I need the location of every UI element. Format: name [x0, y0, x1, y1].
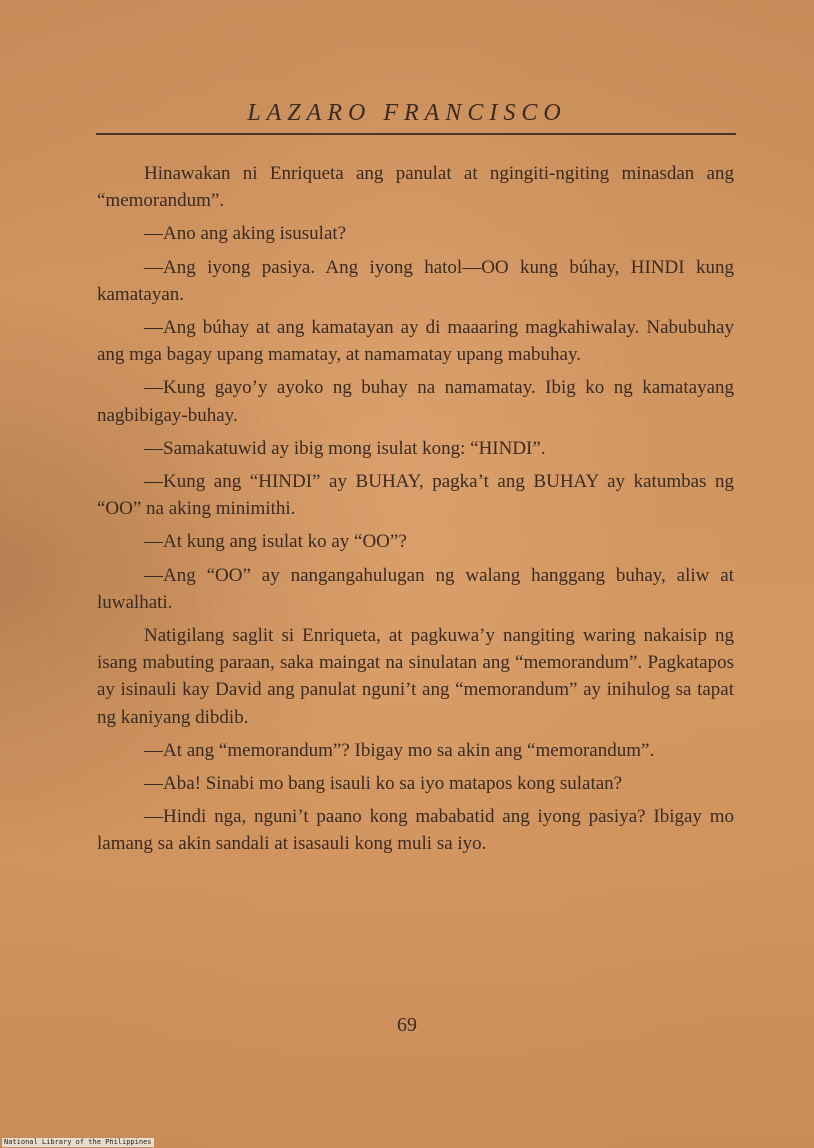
paragraph: Hinawakan ni Enriqueta ang panulat at ngingiti-ngiting minasdan ang “memorandum”. — [97, 163, 734, 212]
paragraph: —At kung ang isulat ko ay “OO”? — [144, 531, 407, 553]
body-text — [97, 160, 734, 864]
paragraph: —Aba! Sinabi mo bang isauli ko sa iyo matapos kong sulatan? — [144, 773, 623, 795]
paragraph: —Kung gayo’y ayoko ng buhay na namamatay. Ibig ko ng kamatayang nagbibigay-buhay. — [97, 377, 734, 426]
page-number: 69 — [397, 1014, 417, 1036]
paragraph: —Samakatuwid ay ibig mong isulat kong: “HINDI”. — [144, 437, 546, 459]
paragraph: —Kung ang “HINDI” ay BUHAY, pagka’t ang BUHAY ay katumbas ng “OO” na aking minimithi. — [97, 471, 734, 520]
paragraph: —Ang “OO” ay nangangahulugan ng walang hanggang buhay, aliw at luwalhati. — [97, 564, 734, 613]
header-rule — [96, 133, 736, 135]
paragraph: —Ano ang aking isusulat? — [144, 223, 347, 245]
paragraph: —Ang búhay at ang kamatayan ay di maaaring magkahiwalay. Nabubuhay ang mga bagay upang mamatay, at namamatay upang mabuhay. — [97, 317, 734, 366]
running-header: LAZARO FRANCISCO — [247, 100, 567, 126]
paragraph: —Hindi nga, nguni’t paano kong mababatid ang iyong pasiya? Ibigay mo lamang sa akin sandali at isasauli kong muli sa iyo. — [97, 806, 734, 855]
paragraph: —Ang iyong pasiya. Ang iyong hatol—OO kung búhay, HINDI kung kamatayan. — [97, 256, 734, 305]
paragraph: Natigilang saglit si Enriqueta, at pagkuwa’y nangiting waring nakaisip ng isang mabuting paraan, saka maingat na sinulatan ang “memorandum”. Pagkatapos ay isinauli kay David ang panulat nguni’t ang “memorandum” ay inihulog sa tapat ng kaniyang dibdib. — [97, 625, 734, 728]
source-credit: National Library of the Philippines — [4, 1138, 152, 1146]
paragraph: —At ang “memorandum”? Ibigay mo sa akin ang “memorandum”. — [144, 739, 655, 761]
